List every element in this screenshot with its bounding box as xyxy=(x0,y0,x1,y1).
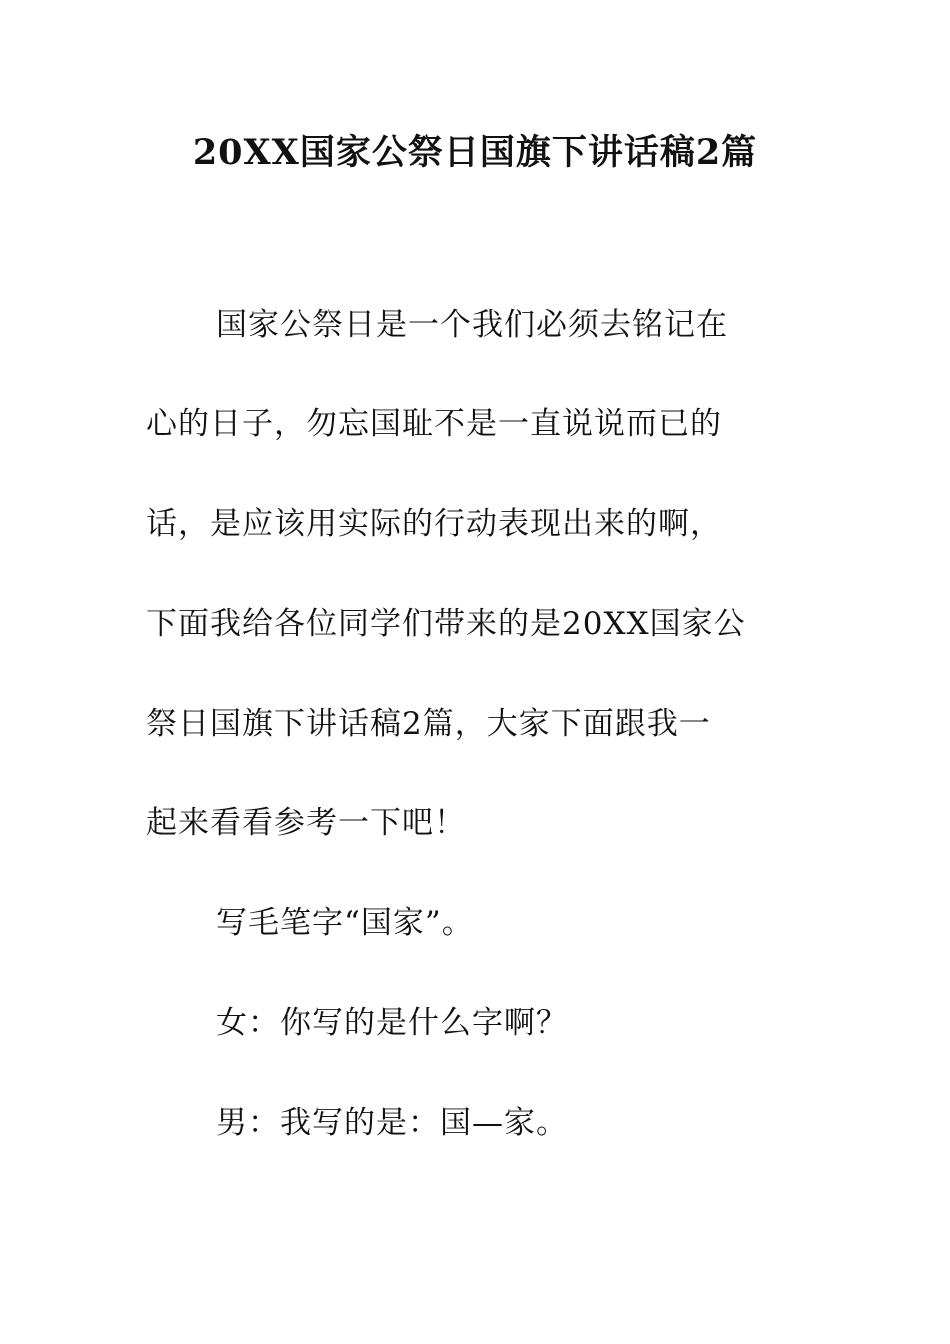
paragraph-line-2: 心的日子，勿忘国耻不是一直说说而已的 xyxy=(146,406,722,442)
female-dialogue-line: 女：你写的是什么字啊？ xyxy=(216,1005,568,1041)
paragraph-line-5: 祭日国旗下讲话稿2篇，大家下面跟我一 xyxy=(146,706,711,742)
paragraph-line-6: 起来看看参考一下吧！ xyxy=(146,805,466,841)
paragraph-line-4: 下面我给各位同学们带来的是20XX国家公 xyxy=(146,606,746,642)
paragraph-line-3: 话，是应该用实际的行动表现出来的啊， xyxy=(146,506,722,542)
paragraph-line-1: 国家公祭日是一个我们必须去铭记在 xyxy=(216,307,728,343)
brush-writing-line: 写毛笔字“国家”。 xyxy=(216,905,474,941)
document-title: 20XX国家公祭日国旗下讲话稿2篇 xyxy=(192,132,758,173)
male-dialogue-line: 男：我写的是：国—家。 xyxy=(216,1105,568,1141)
